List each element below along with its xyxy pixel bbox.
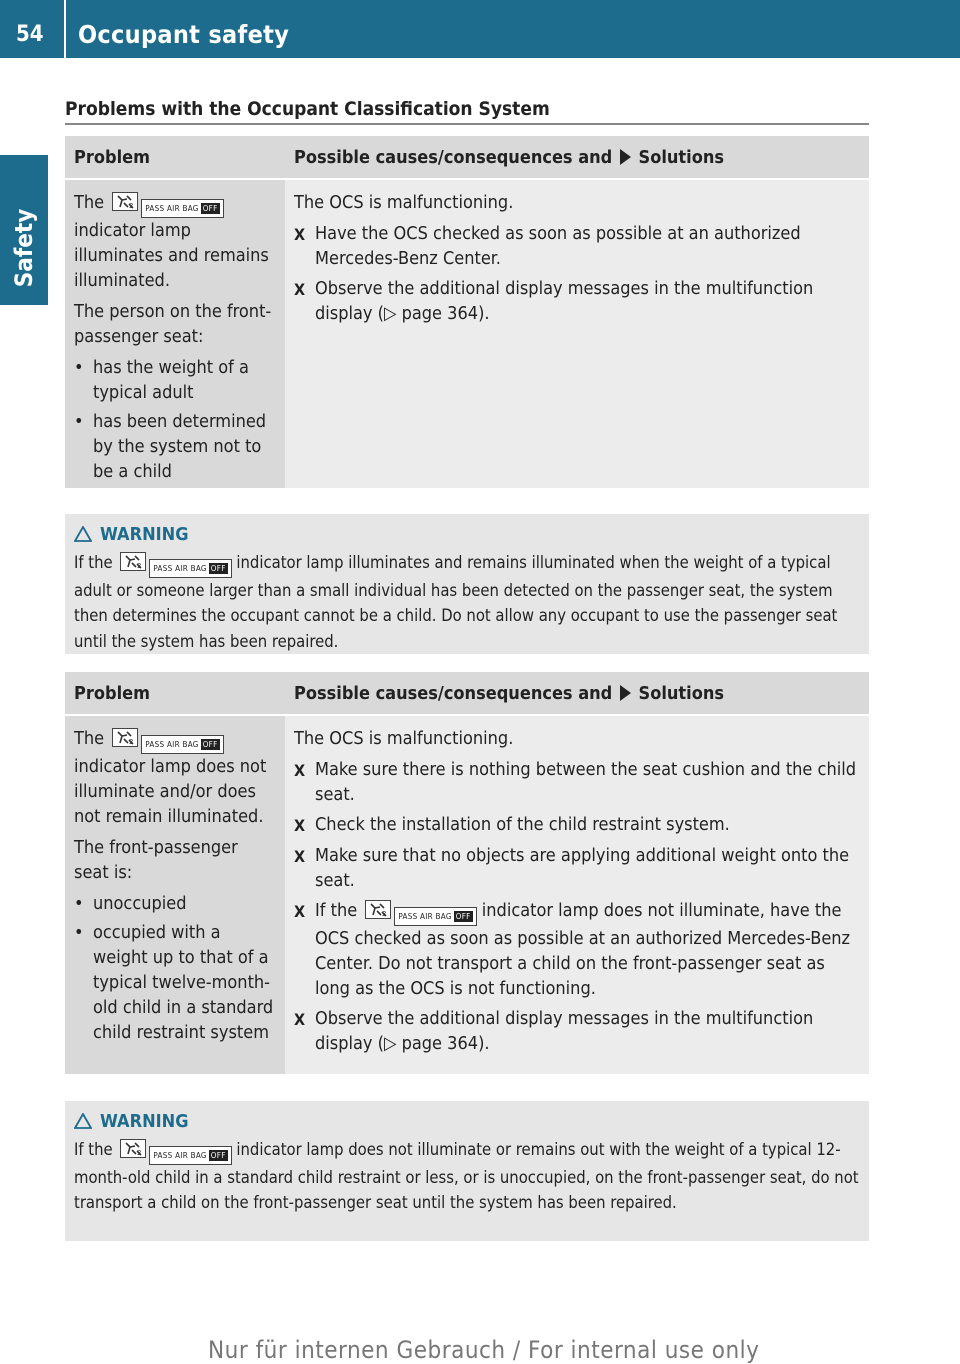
footer-watermark: Nur für internen Gebrauch / For internal use only: [208, 1336, 760, 1364]
pass-air-bag-off-icon: PASS AIR BAG OFF: [149, 559, 231, 578]
list-item: • has the weight of a typical adult: [74, 357, 249, 403]
cause-text: The OCS is malfunctioning.: [294, 728, 514, 749]
warning-box-2: [65, 1101, 869, 1241]
svg-text:2: 2: [137, 1148, 142, 1156]
pass-air-bag-off-icon: PASS AIR BAG OFF: [141, 199, 223, 218]
warning-text: If the 2 PASS AIR BAG OFF indicator lamp illuminates and remains illuminated when the weight of a typical adult or someone larger than a small individual has been detected on the passenger seat, the system then determines the occupant cannot be a child. Do not allow any occupant to use the passenger seat until the system has been repaired.: [74, 552, 838, 651]
table-row: [65, 180, 869, 488]
heading-rule: [65, 123, 869, 125]
step-item: X Check the installation of the child restraint system.: [294, 814, 730, 835]
list-item: • occupied with a weight up to that of a typical twelve-month-old child in a standard child restraint system: [74, 922, 274, 1043]
cause-text: The OCS is malfunctioning.: [294, 192, 514, 213]
col-problem-header: Problem: [74, 146, 150, 168]
warning-triangle-icon: [74, 1113, 92, 1129]
col-problem-header: Problem: [74, 682, 150, 704]
svg-text:2: 2: [129, 738, 134, 745]
side-tab-label: Safety: [10, 208, 38, 288]
section-title: Occupant safety: [78, 20, 290, 49]
problem-cell: The 2 PASS AIR BAG OFF indicator lamp illuminates and remains illuminated. The person on the front-passenger seat: • has the weight of a typical adult • has been determined by the system not to be a child: [65, 180, 285, 488]
svg-text:2: 2: [382, 910, 387, 917]
child-seat-icon: [120, 1139, 146, 1158]
warning-title: WARNING: [74, 522, 860, 548]
table-row: [65, 716, 869, 1074]
warning-title: WARNING: [74, 1109, 860, 1135]
col-solutions-header: Possible causes/consequences and Solutions: [294, 146, 725, 168]
warning-box-1: [65, 514, 869, 654]
col-solutions-header: Possible causes/consequences and Solutions: [294, 682, 725, 704]
child-seat-icon: [120, 552, 146, 571]
step-item: X If the 2 PASS AIR BAG OFF indicator lamp does not illuminate, have the OCS checked as soon as possible at an authorized Mercedes-Benz Center. Do not transport a child on the front-passenger seat as long as the OCS is not functioning.: [294, 900, 851, 999]
solution-cell: [285, 180, 869, 488]
problem-subtext: The person on the front-passenger seat:: [74, 301, 272, 347]
header-divider: [64, 0, 66, 58]
warning-triangle-icon: [74, 526, 92, 542]
pass-air-bag-off-icon: PASS AIR BAG OFF: [149, 1146, 231, 1165]
problem-table-2: [65, 672, 869, 1074]
child-seat-icon: [112, 728, 138, 747]
problem-subtext: The front-passenger seat is:: [74, 837, 238, 883]
step-item: X Make sure there is nothing between the seat cushion and the child seat.: [294, 759, 856, 805]
solution-cell: [285, 716, 869, 1074]
svg-text:2: 2: [129, 202, 134, 209]
list-item: • has been determined by the system not to be a child: [74, 411, 267, 482]
step-item: X Observe the additional display messages in the multifunction display (▷ page 364).: [294, 278, 814, 324]
table-header: [65, 136, 869, 180]
step-item: X Observe the additional display messages in the multifunction display (▷ page 364).: [294, 1008, 814, 1054]
table-header: [65, 672, 869, 716]
triangle-right-icon: [620, 685, 631, 701]
page-number: 54: [16, 22, 44, 47]
step-item: X Have the OCS checked as soon as possible at an authorized Mercedes-Benz Center.: [294, 223, 801, 269]
step-item: X Make sure that no objects are applying additional weight onto the seat.: [294, 845, 850, 891]
triangle-right-icon: [620, 149, 631, 165]
pass-air-bag-off-icon: PASS AIR BAG OFF: [394, 907, 476, 926]
problem-table-1: [65, 136, 869, 488]
child-seat-icon: [112, 192, 138, 211]
warning-text: If the 2 PASS AIR BAG OFF indicator lamp does not illuminate or remains out with the weight of a typical 12-month-old child in a standard child restraint or less, or is unoccupied, on the front-passenger seat, do not transport a child on the front-passenger seat until the system has been repaired.: [74, 1139, 859, 1212]
child-seat-icon: [365, 900, 391, 919]
list-item: • unoccupied: [74, 893, 187, 914]
svg-text:2: 2: [137, 561, 142, 569]
pass-air-bag-off-icon: PASS AIR BAG OFF: [141, 735, 223, 754]
page-heading: Problems with the Occupant Classification System: [65, 98, 550, 120]
problem-cell: The 2 PASS AIR BAG OFF indicator lamp does not illuminate and/or does not remain illuminated. The front-passenger seat is: • unoccupied • occupied with a weight up to that of a typical twelve-month-old child in a standard child restraint system: [65, 716, 285, 1074]
